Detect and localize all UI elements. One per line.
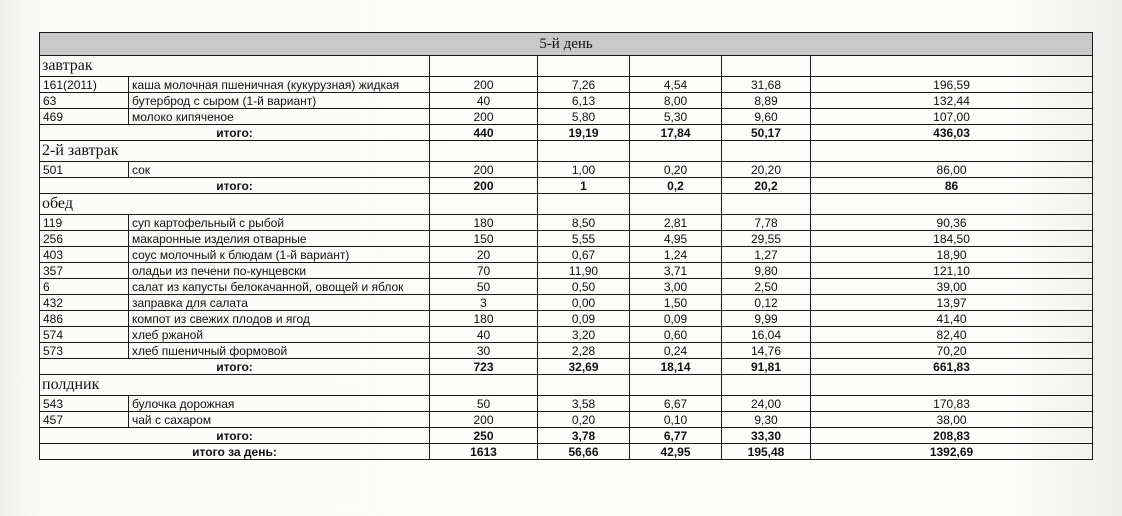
dish-weight: 20: [430, 247, 538, 263]
dish-name: чай с сахаром: [129, 412, 430, 428]
empty-cell: [722, 141, 811, 162]
empty-cell: [722, 56, 811, 77]
total-protein: 3,78: [538, 428, 630, 444]
total-fat: 0,2: [630, 178, 722, 194]
dish-weight: 200: [430, 109, 538, 125]
recipe-code: 469: [40, 109, 129, 125]
total-weight: 440: [430, 125, 538, 141]
total-weight: 200: [430, 178, 538, 194]
recipe-code: 543: [40, 396, 129, 412]
dish-carbs: 31,68: [722, 77, 811, 93]
dish-protein: 5,55: [538, 231, 630, 247]
dish-carbs: 29,55: [722, 231, 811, 247]
total-protein: 32,69: [538, 359, 630, 375]
total-energy: 661,83: [811, 359, 1093, 375]
recipe-code: 573: [40, 343, 129, 359]
dish-name: компот из свежих плодов и ягод: [129, 311, 430, 327]
dish-protein: 0,67: [538, 247, 630, 263]
total-label: итого:: [40, 428, 430, 444]
recipe-code: 403: [40, 247, 129, 263]
day-title-row: [40, 33, 1093, 56]
empty-cell: [538, 56, 630, 77]
total-energy: 436,03: [811, 125, 1093, 141]
total-energy: 208,83: [811, 428, 1093, 444]
empty-cell: [722, 194, 811, 215]
total-label: итого:: [40, 178, 430, 194]
dish-fat: 4,95: [630, 231, 722, 247]
total-protein: 19,19: [538, 125, 630, 141]
total-fat: 6,77: [630, 428, 722, 444]
recipe-code: 256: [40, 231, 129, 247]
section-total-row: [40, 428, 1093, 444]
dish-fat: 3,71: [630, 263, 722, 279]
empty-cell: [430, 194, 538, 215]
empty-cell: [811, 141, 1093, 162]
dish-energy: 18,90: [811, 247, 1093, 263]
total-label: итого:: [40, 125, 430, 141]
dish-energy: 38,00: [811, 412, 1093, 428]
dish-weight: 180: [430, 215, 538, 231]
dish-row: [40, 263, 1093, 279]
dish-protein: 6,13: [538, 93, 630, 109]
dish-energy: 107,00: [811, 109, 1093, 125]
total-weight: 250: [430, 428, 538, 444]
total-fat: 18,14: [630, 359, 722, 375]
dish-carbs: 2,50: [722, 279, 811, 295]
dish-row: [40, 412, 1093, 428]
dish-fat: 0,20: [630, 162, 722, 178]
dish-row: [40, 295, 1093, 311]
dish-weight: 180: [430, 311, 538, 327]
dish-fat: 0,09: [630, 311, 722, 327]
recipe-code: 119: [40, 215, 129, 231]
total-carbs: 20,2: [722, 178, 811, 194]
dish-fat: 0,60: [630, 327, 722, 343]
dish-name: молоко кипяченое: [129, 109, 430, 125]
total-energy: 86: [811, 178, 1093, 194]
dish-name: салат из капусты белокачанной, овощей и яблок: [129, 279, 430, 295]
dish-carbs: 7,78: [722, 215, 811, 231]
dish-row: [40, 247, 1093, 263]
dish-name: соус молочный к блюдам (1-й вариант): [129, 247, 430, 263]
dish-row: [40, 311, 1093, 327]
dish-row: [40, 215, 1093, 231]
empty-cell: [430, 56, 538, 77]
dish-carbs: 20,20: [722, 162, 811, 178]
dish-weight: 200: [430, 77, 538, 93]
dish-fat: 2,81: [630, 215, 722, 231]
dish-name: заправка для салата: [129, 295, 430, 311]
empty-cell: [630, 194, 722, 215]
dish-carbs: 9,30: [722, 412, 811, 428]
dish-energy: 82,40: [811, 327, 1093, 343]
day-title: 5-й день: [40, 33, 1093, 56]
day-total-label: итого за день:: [40, 444, 430, 460]
recipe-code: 501: [40, 162, 129, 178]
dish-carbs: 9,99: [722, 311, 811, 327]
section-header-row: [40, 56, 1093, 77]
dish-name: каша молочная пшеничная (кукурузная) жидкая: [129, 77, 430, 93]
dish-name: хлеб пшеничный формовой: [129, 343, 430, 359]
dish-name: суп картофельный с рыбой: [129, 215, 430, 231]
dish-protein: 11,90: [538, 263, 630, 279]
dish-name: булочка дорожная: [129, 396, 430, 412]
total-carbs: 91,81: [722, 359, 811, 375]
recipe-code: 457: [40, 412, 129, 428]
dish-row: [40, 327, 1093, 343]
dish-name: сок: [129, 162, 430, 178]
section-total-row: [40, 125, 1093, 141]
dish-weight: 50: [430, 279, 538, 295]
empty-cell: [430, 375, 538, 396]
dish-fat: 3,00: [630, 279, 722, 295]
recipe-code: 486: [40, 311, 129, 327]
dish-protein: 3,20: [538, 327, 630, 343]
empty-cell: [722, 375, 811, 396]
empty-cell: [630, 375, 722, 396]
dish-carbs: 16,04: [722, 327, 811, 343]
dish-energy: 170,83: [811, 396, 1093, 412]
dish-carbs: 1,27: [722, 247, 811, 263]
section-header-row: [40, 194, 1093, 215]
dish-carbs: 24,00: [722, 396, 811, 412]
empty-cell: [430, 141, 538, 162]
dish-fat: 1,50: [630, 295, 722, 311]
dish-weight: 150: [430, 231, 538, 247]
dish-protein: 3,58: [538, 396, 630, 412]
dish-weight: 70: [430, 263, 538, 279]
recipe-code: 432: [40, 295, 129, 311]
dish-row: [40, 109, 1093, 125]
dish-energy: 41,40: [811, 311, 1093, 327]
dish-protein: 0,09: [538, 311, 630, 327]
day-total-carbs: 195,48: [722, 444, 811, 460]
dish-name: бутерброд с сыром (1-й вариант): [129, 93, 430, 109]
dish-energy: 132,44: [811, 93, 1093, 109]
dish-energy: 86,00: [811, 162, 1093, 178]
menu-table-body: [40, 33, 1093, 460]
dish-energy: 70,20: [811, 343, 1093, 359]
day-total-protein: 56,66: [538, 444, 630, 460]
dish-weight: 40: [430, 327, 538, 343]
empty-cell: [538, 194, 630, 215]
recipe-code: 357: [40, 263, 129, 279]
dish-carbs: 9,80: [722, 263, 811, 279]
dish-energy: 39,00: [811, 279, 1093, 295]
section-header-row: [40, 375, 1093, 396]
total-weight: 723: [430, 359, 538, 375]
dish-row: [40, 343, 1093, 359]
dish-protein: 0,00: [538, 295, 630, 311]
dish-protein: 5,80: [538, 109, 630, 125]
section-total-row: [40, 178, 1093, 194]
dish-fat: 1,24: [630, 247, 722, 263]
dish-weight: 50: [430, 396, 538, 412]
day-total-fat: 42,95: [630, 444, 722, 460]
empty-cell: [630, 141, 722, 162]
dish-energy: 13,97: [811, 295, 1093, 311]
section-name: завтрак: [40, 56, 430, 77]
dish-weight: 40: [430, 93, 538, 109]
dish-carbs: 9,60: [722, 109, 811, 125]
total-carbs: 50,17: [722, 125, 811, 141]
dish-name: оладьи из печени по-кунцевски: [129, 263, 430, 279]
total-label: итого:: [40, 359, 430, 375]
dish-protein: 0,50: [538, 279, 630, 295]
recipe-code: 161(2011): [40, 77, 129, 93]
dish-energy: 121,10: [811, 263, 1093, 279]
dish-row: [40, 396, 1093, 412]
dish-fat: 4,54: [630, 77, 722, 93]
total-carbs: 33,30: [722, 428, 811, 444]
empty-cell: [630, 56, 722, 77]
day-total-energy: 1392,69: [811, 444, 1093, 460]
dish-protein: 7,26: [538, 77, 630, 93]
empty-cell: [811, 375, 1093, 396]
section-name: обед: [40, 194, 430, 215]
dish-name: макаронные изделия отварные: [129, 231, 430, 247]
empty-cell: [811, 56, 1093, 77]
dish-row: [40, 77, 1093, 93]
menu-table: [39, 32, 1093, 460]
dish-protein: 2,28: [538, 343, 630, 359]
section-name: полдник: [40, 375, 430, 396]
dish-protein: 0,20: [538, 412, 630, 428]
dish-weight: 200: [430, 162, 538, 178]
recipe-code: 6: [40, 279, 129, 295]
dish-fat: 0,10: [630, 412, 722, 428]
dish-row: [40, 162, 1093, 178]
dish-row: [40, 231, 1093, 247]
dish-weight: 3: [430, 295, 538, 311]
dish-protein: 1,00: [538, 162, 630, 178]
section-name: 2-й завтрак: [40, 141, 430, 162]
dish-weight: 30: [430, 343, 538, 359]
dish-energy: 184,50: [811, 231, 1093, 247]
section-header-row: [40, 141, 1093, 162]
dish-carbs: 14,76: [722, 343, 811, 359]
recipe-code: 574: [40, 327, 129, 343]
dish-fat: 0,24: [630, 343, 722, 359]
dish-carbs: 0,12: [722, 295, 811, 311]
dish-fat: 8,00: [630, 93, 722, 109]
dish-carbs: 8,89: [722, 93, 811, 109]
dish-fat: 6,67: [630, 396, 722, 412]
dish-row: [40, 279, 1093, 295]
empty-cell: [538, 141, 630, 162]
total-fat: 17,84: [630, 125, 722, 141]
day-total-weight: 1613: [430, 444, 538, 460]
recipe-code: 63: [40, 93, 129, 109]
dish-fat: 5,30: [630, 109, 722, 125]
dish-row: [40, 93, 1093, 109]
empty-cell: [538, 375, 630, 396]
dish-weight: 200: [430, 412, 538, 428]
dish-energy: 90,36: [811, 215, 1093, 231]
dish-name: хлеб ржаной: [129, 327, 430, 343]
total-protein: 1: [538, 178, 630, 194]
dish-energy: 196,59: [811, 77, 1093, 93]
empty-cell: [811, 194, 1093, 215]
dish-protein: 8,50: [538, 215, 630, 231]
day-total-row: [40, 444, 1093, 460]
section-total-row: [40, 359, 1093, 375]
